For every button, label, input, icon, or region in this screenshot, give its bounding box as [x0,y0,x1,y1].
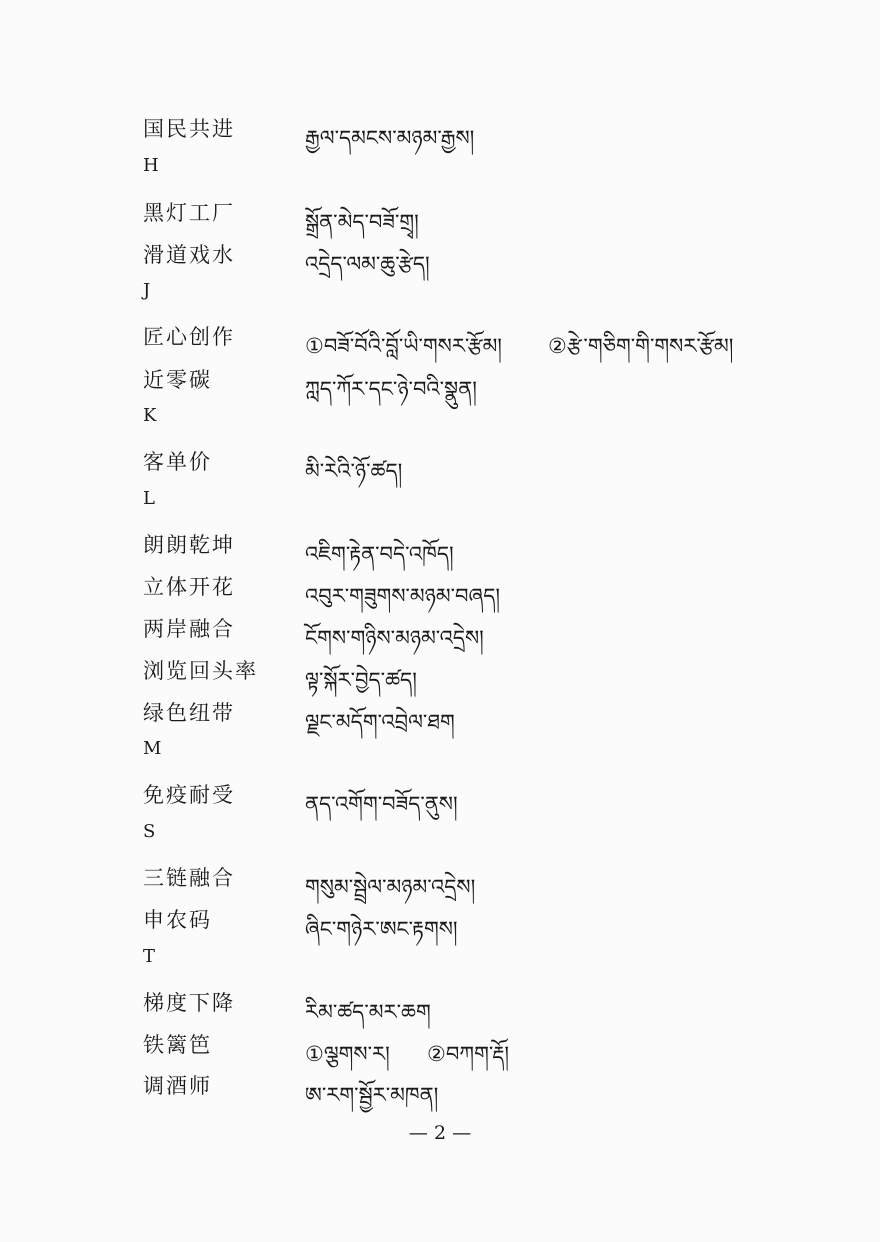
section-letter-row [0,738,880,778]
section-letter: T [143,946,156,967]
page-number: — 2 — [408,1122,472,1144]
chinese-term: 三链融合 [143,866,235,890]
tibetan-translation: མི་རེའི་ཉོ་ཚད། [305,459,403,483]
glossary-entry [0,197,880,237]
glossary-entry [0,113,880,153]
section-letter: J [143,280,151,301]
section-letter-row [0,946,880,986]
chinese-term: 免疫耐受 [143,783,235,807]
section-letter: S [143,821,156,842]
section-letter: H [143,155,159,176]
tibetan-translation: ཨ་རག་སྦྱོར་མཁན། [305,1083,439,1107]
glossary-entry [0,779,880,819]
chinese-term: 两岸融合 [143,617,235,641]
tibetan-translation: འབུར་གཟུགས་མཉམ་བཞད། [305,584,501,608]
glossary-entry [0,862,880,902]
chinese-term: 国民共进 [143,117,235,141]
chinese-term: 滑道戏水 [143,243,235,267]
chinese-term: 近零碳 [143,368,212,392]
section-letter-row [0,155,880,195]
tibetan-translation: རྒྱལ་དམངས་མཉམ་རྒྱས། [305,126,475,150]
tibetan-translation: ཀླད་ཀོར་དང་ཉེ་བའི་སྣུན། [305,377,477,401]
glossary-entry [0,529,880,569]
glossary-entry [0,1029,880,1069]
tibetan-translation: ②རྩེ་གཅིག་གི་གསར་རྩོམ། [548,334,734,358]
glossary-entry [0,697,880,737]
glossary-entry [0,239,880,279]
chinese-term: 绿色纽带 [143,701,235,725]
glossary-entry [0,364,880,404]
section-letter: L [143,488,155,509]
tibetan-translation: འདྲེད་ལམ་ཆུ་རྩེད། [305,252,430,276]
glossary-entry [0,613,880,653]
section-letter-row [0,821,880,861]
glossary-entry [0,571,880,611]
tibetan-translation: ནད་འགོག་བཟོད་ནུས། [305,792,458,816]
chinese-term: 客单价 [143,450,212,474]
tibetan-translation: རིམ་ཚད་མར་ཆག [305,1000,431,1024]
chinese-term: 调酒师 [143,1074,212,1098]
chinese-term: 浏览回头率 [143,659,258,683]
section-letter-row [0,488,880,528]
tibetan-translation: ①བཟོ་བོའི་བློ་ཡི་གསར་རྩོམ། [305,334,502,358]
glossary-entry [0,321,880,361]
glossary-entry [0,655,880,695]
glossary-entry [0,904,880,944]
tibetan-translation: ལྗང་མདོག་འབྲེལ་ཐག [305,710,455,734]
section-letter-row [0,405,880,445]
section-letter-row [0,280,880,320]
chinese-term: 匠心创作 [143,325,235,349]
glossary-entry [0,987,880,1027]
chinese-term: 朗朗乾坤 [143,533,235,557]
tibetan-translation: ②བཀག་རྡོ། [427,1042,510,1066]
tibetan-translation: ①ལྕགས་ར། [305,1042,390,1066]
section-letter: K [143,405,157,426]
tibetan-translation: ཞིང་གཉེར་ཨང་རྟགས། [305,917,458,941]
tibetan-translation: གསུམ་སྦྲེལ་མཉམ་འདྲེས། [305,875,476,899]
tibetan-translation: ངོགས་གཉིས་མཉམ་འདྲེས། [305,626,484,650]
chinese-term: 梯度下降 [143,991,235,1015]
chinese-term: 铁篱笆 [143,1033,212,1057]
tibetan-translation: སྒྲོན་མེད་བཟོ་གྲྭ། [305,210,419,234]
glossary-entry [0,446,880,486]
chinese-term: 立体开花 [143,575,235,599]
chinese-term: 申农码 [143,908,212,932]
section-letter: M [143,738,162,759]
tibetan-translation: ལྟ་སྐོར་བྱེད་ཚད། [305,668,417,692]
chinese-term: 黑灯工厂 [143,201,235,225]
tibetan-translation: འཇིག་རྟེན་བདེ་འཁོད། [305,542,454,566]
glossary-entry [0,1070,880,1110]
